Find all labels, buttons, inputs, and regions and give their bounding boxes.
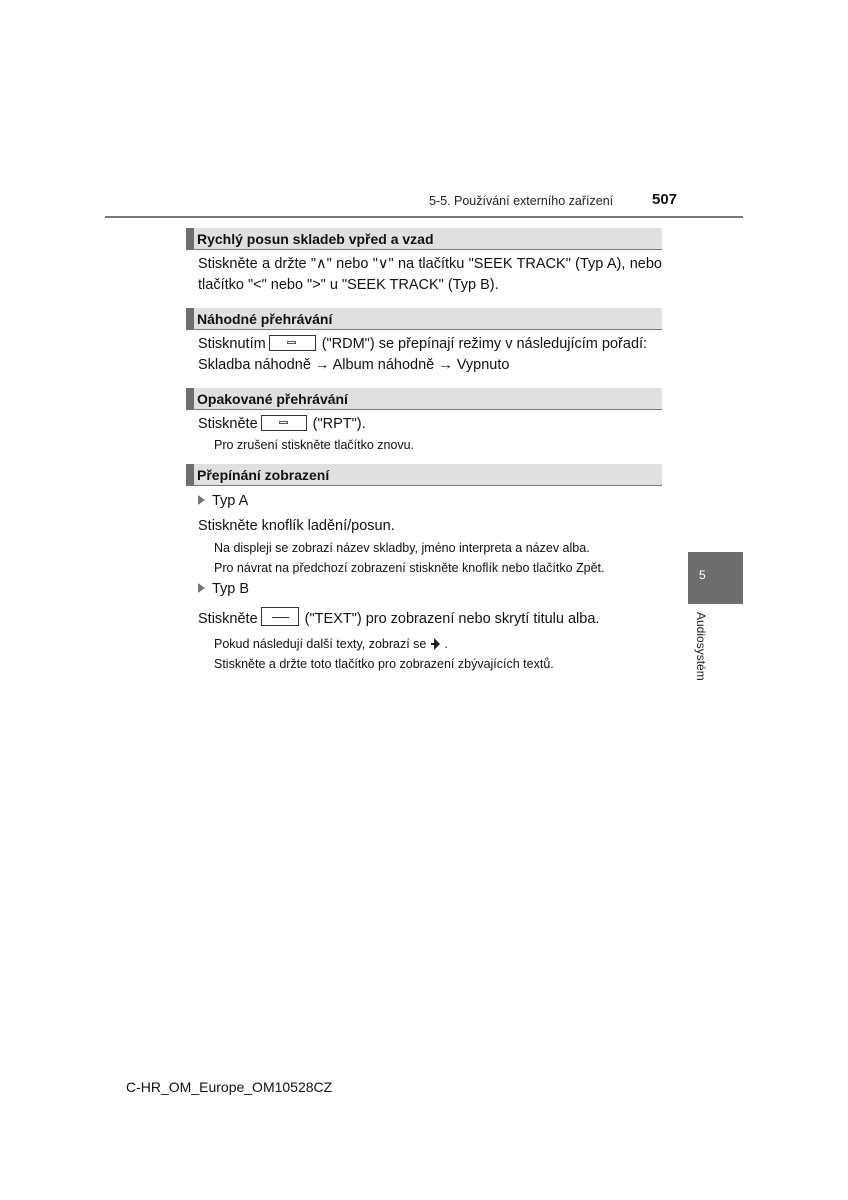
text-button-icon bbox=[261, 607, 299, 626]
repeat-line-prefix: Stiskněte bbox=[198, 416, 258, 432]
header-divider bbox=[105, 216, 743, 218]
rdm-button-icon bbox=[269, 335, 316, 351]
section-heading-random bbox=[186, 308, 662, 330]
document-code: C-HR_OM_Europe_OM10528CZ bbox=[126, 1079, 333, 1095]
type-b-note-1-prefix: Pokud následují další texty, zobrazí se bbox=[214, 637, 427, 651]
type-a-heading bbox=[186, 489, 662, 514]
repeat-line-suffix: ("RPT"). bbox=[312, 416, 366, 432]
type-b-note-2: Stiskněte a držte toto tlačítko pro zobrazení zbývajících textů. bbox=[214, 657, 554, 671]
random-line-prefix: Stisknutím bbox=[198, 336, 266, 352]
random-line-suffix: ("RDM") se přepínají režimy v následujícím pořadí: bbox=[321, 336, 648, 352]
type-b-heading bbox=[186, 578, 662, 600]
page-content bbox=[186, 228, 662, 674]
section-title: Rychlý posun skladeb vpřed a vzad bbox=[197, 231, 434, 247]
type-b-line-suffix: ("TEXT") pro zobrazení nebo skrytí titulu alba. bbox=[304, 611, 600, 627]
type-b-note-1 bbox=[186, 634, 662, 654]
random-order-line: Skladba náhodně → Album náhodně → Vypnuto bbox=[198, 357, 510, 373]
rpt-button-icon bbox=[261, 415, 307, 431]
page-number: 507 bbox=[652, 191, 678, 208]
chapter-tab bbox=[688, 552, 743, 604]
section-title: Náhodné přehrávání bbox=[197, 311, 333, 327]
type-b-note-1-suffix: . bbox=[444, 637, 448, 651]
fast-seek-body: Stiskněte a držte "∧" nebo "∨" na tlačítku "SEEK TRACK" (Typ A), nebo tlačítko "<" nebo ">" u "SEEK TRACK" (Typ B). bbox=[198, 256, 662, 293]
type-b-label: Typ B bbox=[212, 581, 250, 597]
type-b-line-prefix: Stiskněte bbox=[198, 611, 258, 627]
random-body bbox=[186, 334, 662, 376]
more-text-arrow-icon bbox=[434, 638, 440, 650]
chapter-number: 5 bbox=[699, 568, 706, 582]
repeat-note: Pro zrušení stiskněte tlačítko znovu. bbox=[214, 438, 415, 452]
type-a-note-2: Pro návrat na předchozí zobrazení stiskněte knoflík nebo tlačítko Zpět. bbox=[214, 561, 605, 575]
triangle-bullet-icon bbox=[198, 495, 205, 505]
type-a-label: Typ A bbox=[212, 493, 249, 509]
section-heading-display bbox=[186, 464, 662, 486]
type-a-note-1: Na displeji se zobrazí název skladby, jméno interpreta a název alba. bbox=[214, 541, 590, 555]
section-title: Opakované přehrávání bbox=[197, 391, 348, 407]
section-title: Přepínání zobrazení bbox=[197, 467, 330, 483]
section-heading-fast-seek bbox=[186, 228, 662, 250]
repeat-body bbox=[186, 414, 662, 435]
triangle-bullet-icon bbox=[198, 583, 205, 593]
type-b-body bbox=[186, 607, 662, 631]
chapter-label: Audiosystém bbox=[694, 612, 708, 681]
type-a-body: Stiskněte knoflík ladění/posun. bbox=[198, 518, 395, 534]
section-heading-repeat bbox=[186, 388, 662, 410]
running-header-section: 5-5. Používání externího zařízení bbox=[429, 194, 614, 208]
